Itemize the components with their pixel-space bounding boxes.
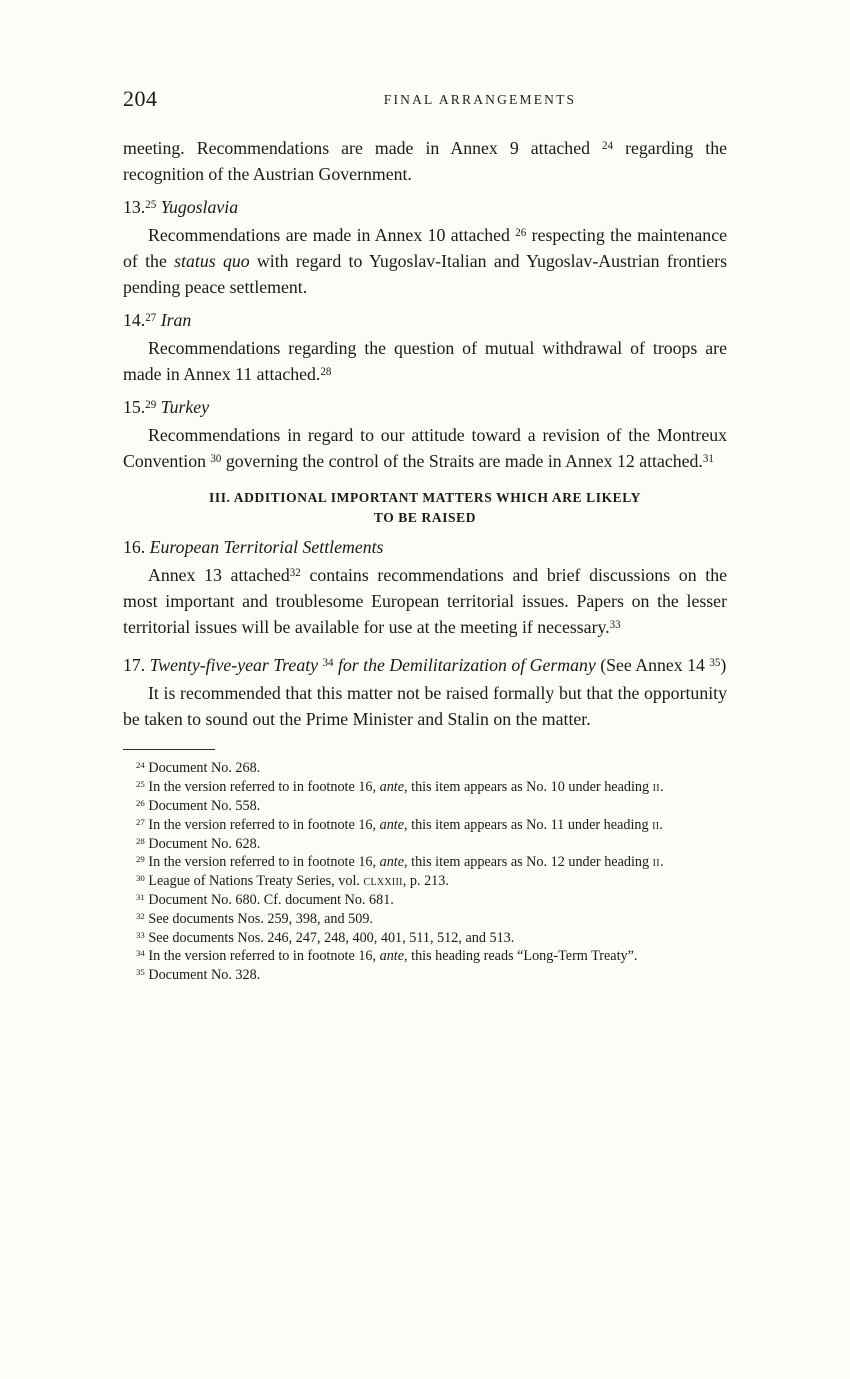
text-run: contains recommendations and brief discussions on the most important and troublesome European territorial issues. Papers on the lesser territorial issues will be available for use at the meeting if necessary. <box>123 565 727 637</box>
text-run: meeting. Recommendations are made in Annex 9 attached <box>123 138 603 158</box>
text-run: with regard to Yugoslav-Italian and Yugoslav-Austrian frontiers pending peace settlement. <box>123 250 728 297</box>
text-run: , p. 213. <box>402 873 449 890</box>
footnote-marker: 30 <box>136 873 145 884</box>
footnote-31 <box>123 891 727 910</box>
footnote-24 <box>123 759 727 778</box>
footnote-25 <box>123 778 727 797</box>
text-run: 13. <box>123 197 146 218</box>
text-run: Document No. 558. <box>144 797 261 814</box>
paragraph-turkey <box>123 423 727 474</box>
item-heading-16-european-territorial-settlements <box>123 535 727 561</box>
text-run: It is recommended that this matter not be raised formally but that the opportunity be taken to sound out the Prime Minister and Stalin on the matter. <box>123 682 727 729</box>
text-run: Recommendations regarding the question of mutual withdrawal of troops are made in Annex 11 attached. <box>123 337 727 384</box>
text-run: . <box>659 854 664 871</box>
italic-text-run: ante <box>379 948 405 965</box>
item-heading-15-turkey <box>123 395 727 421</box>
footnote-32 <box>123 910 727 929</box>
text-run: Annex 13 attached <box>148 565 290 586</box>
section-heading-iii <box>123 488 727 527</box>
italic-text-run: ante <box>379 854 405 871</box>
small-caps-run: ii <box>652 816 660 833</box>
text-run: Recommendations are made in Annex 10 attached <box>148 225 516 246</box>
footnote-33 <box>123 929 727 948</box>
text-run: In the version referred to in footnote 16, <box>144 779 380 796</box>
footnote-29 <box>123 853 727 872</box>
footnote-26 <box>123 797 727 816</box>
running-head: FINAL ARRANGEMENTS <box>383 92 577 107</box>
text-run: In the version referred to in footnote 16, <box>144 816 380 833</box>
text-run: Document No. 328. <box>144 967 261 984</box>
italic-text-run: for the Demilitarization of Germany <box>333 655 601 676</box>
italic-text-run: Turkey <box>156 397 210 418</box>
text-run: , this item appears as No. 10 under heading <box>404 779 653 796</box>
footnote-marker: 33 <box>609 618 621 631</box>
italic-text-run: European Territorial Settlements <box>149 537 384 558</box>
footnote-marker: 31 <box>702 452 714 465</box>
text-run: See documents Nos. 246, 247, 248, 400, 401, 511, 512, and 513. <box>144 929 515 946</box>
text-run: League of Nations Treaty Series, vol. <box>144 873 364 890</box>
text-run: . <box>659 816 663 833</box>
text-run: Document No. 268. <box>144 760 261 777</box>
small-caps-run: ii <box>652 779 660 796</box>
footnote-marker: 29 <box>145 399 157 412</box>
footnote-marker: 24 <box>602 140 614 153</box>
item-heading-13-yugoslavia <box>123 195 727 221</box>
italic-text-run: Iran <box>156 310 192 331</box>
text-run: 17. <box>123 655 150 676</box>
italic-text-run: status quo <box>174 250 250 271</box>
text-run: 16. <box>123 537 150 558</box>
page-header <box>123 86 727 136</box>
text-run: . <box>659 779 664 796</box>
text-run: See documents Nos. 259, 398, and 509. <box>144 910 373 927</box>
item-heading-17-treaty-demilitarization <box>123 653 727 679</box>
text-run: 14. <box>123 310 146 331</box>
footnote-marker: 27 <box>145 312 157 325</box>
paragraph-austrian-government <box>123 136 727 187</box>
text-run: Document No. 628. <box>144 835 261 852</box>
section-heading-line1: III. ADDITIONAL IMPORTANT MATTERS WHICH ARE LIKELY <box>209 490 641 506</box>
text-run: In the version referred to in footnote 16, <box>144 948 380 965</box>
page-number: 204 <box>123 86 158 111</box>
text-run: , this item appears as No. 11 under heading <box>404 816 653 833</box>
footnote-rule <box>123 749 215 750</box>
text-run: respecting the maintenance of the <box>123 225 727 271</box>
footnote-marker: 35 <box>136 967 145 978</box>
footnote-marker: 32 <box>136 910 145 921</box>
italic-text-run: Yugoslavia <box>156 197 239 218</box>
footnote-marker: 25 <box>145 199 157 212</box>
footnotes-section <box>123 749 727 985</box>
footnote-34 <box>123 947 727 966</box>
footnote-marker: 26 <box>136 798 145 808</box>
paragraph-yugoslavia <box>123 223 727 300</box>
text-run: regarding the recognition of the Austrian Government. <box>123 138 727 184</box>
footnote-marker: 24 <box>136 760 145 771</box>
footnote-marker: 28 <box>320 365 332 378</box>
footnote-marker: 32 <box>289 567 301 580</box>
footnote-marker: 33 <box>136 929 145 940</box>
footnote-marker: 34 <box>136 948 145 959</box>
paragraph-recommendation <box>123 681 727 732</box>
text-run: , this heading reads “Long-Term Treaty”. <box>404 948 638 965</box>
footnote-marker: 34 <box>322 657 334 670</box>
text-run: Document No. 680. Cf. document No. 681. <box>144 891 394 908</box>
italic-text-run: ante <box>379 816 405 833</box>
text-run: In the version referred to in footnote 16, <box>144 854 380 871</box>
footnote-marker: 31 <box>136 891 145 902</box>
text-run: (See Annex 14 <box>600 655 710 676</box>
text-run: ) <box>720 655 727 676</box>
italic-text-run: ante <box>379 779 405 796</box>
text-run: governing the control of the Straits are made in Annex 12 attached. <box>221 450 703 471</box>
footnote-marker: 25 <box>136 779 145 790</box>
footnote-marker: 35 <box>709 657 721 670</box>
text-run: 15. <box>123 397 146 418</box>
footnote-30 <box>123 872 727 891</box>
footnote-marker: 29 <box>136 854 145 865</box>
footnote-marker: 30 <box>210 452 222 465</box>
item-heading-14-iran <box>123 308 727 334</box>
text-run: Recommendations in regard to our attitude toward a revision of the Montreux Convention <box>123 425 727 471</box>
small-caps-run: ii <box>652 854 660 871</box>
footnote-marker: 27 <box>136 816 145 827</box>
page-body <box>123 136 727 732</box>
italic-text-run: Twenty-five-year Treaty <box>149 655 323 676</box>
section-heading-line2: TO BE RAISED <box>373 509 477 525</box>
footnote-28 <box>123 835 727 854</box>
paragraph-annex-13 <box>123 563 727 640</box>
footnote-marker: 28 <box>136 835 145 846</box>
footnote-27 <box>123 816 727 835</box>
footnote-marker: 26 <box>515 227 527 240</box>
paragraph-iran <box>123 336 727 387</box>
footnote-35 <box>123 966 727 985</box>
small-caps-run: clxxiii <box>363 873 403 890</box>
text-run: , this item appears as No. 12 under heading <box>404 854 653 871</box>
